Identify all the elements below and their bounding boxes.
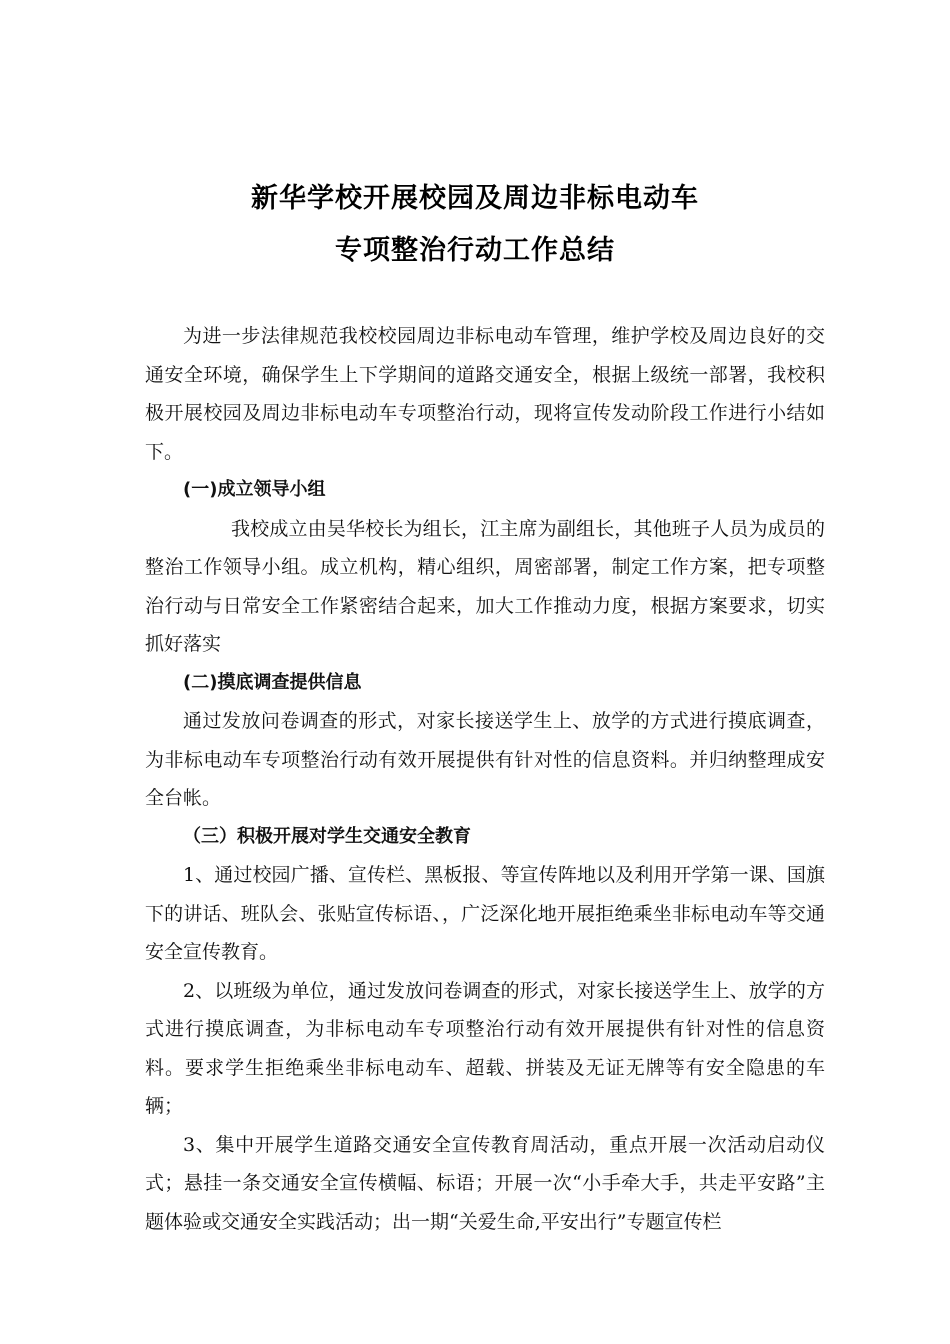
section-paragraph: 3、集中开展学生道路交通安全宣传教育周活动，重点开展一次活动启动仪式；悬挂一条交通安全宣传横幅、标语；开展一次“小手牵大手，共走平安路”主题体验或交通安全实践活动；出一期“关爱生命,平安出行”专题宣传栏 [145,1133,825,1233]
section-heading-safety-education: （三）积极开展对学生交通安全教育 [183,825,471,847]
document-title-line1: 新华学校开展校园及周边非标电动车 [251,183,699,214]
section-paragraph: 1、通过校园广播、宣传栏、黑板报、等宣传阵地以及利用开学第一课、国旗下的讲话、班队会、张贴宣传标语、，广泛深化地开展拒绝乘坐非标电动车等交通安全宣传教育。 [145,864,825,963]
section-paragraph: 2、以班级为单位，通过发放问卷调查的形式，对家长接送学生上、放学的方式进行摸底调查，为非标电动车专项整治行动有效开展提供有针对性的信息资料。要求学生拒绝乘坐非标电动车、超载、拼装及无证无牌等有安全隐患的车辆； [145,979,825,1117]
section-paragraph: 我校成立由吴华校长为组长，江主席为副组长，其他班子人员为成员的整治工作领导小组。成立机构，精心组织，周密部署，制定工作方案，把专项整治行动与日常安全工作紧密结合起来，加大工作推动力度，根据方案要求，切实抓好落实 [145,517,825,655]
section-paragraph: 通过发放问卷调查的形式，对家长接送学生上、放学的方式进行摸底调查，为非标电动车专项整治行动有效开展提供有针对性的信息资料。并归纳整理成安全台帐。 [145,710,825,809]
document-body [145,317,825,1241]
document-title-line2: 专项整治行动工作总结 [335,235,615,266]
section-heading-survey: (二)摸底调查提供信息 [183,671,362,693]
section-heading-leadership-group: (一)成立领导小组 [183,479,326,500]
intro-paragraph: 为进一步法律规范我校校园周边非标电动车管理，维护学校及周边良好的交通安全环境，确保学生上下学期间的道路交通安全，根据上级统一部署，我校积极开展校园及周边非标电动车专项整治行动，现将宣传发动阶段工作进行小结如下。 [145,325,825,463]
